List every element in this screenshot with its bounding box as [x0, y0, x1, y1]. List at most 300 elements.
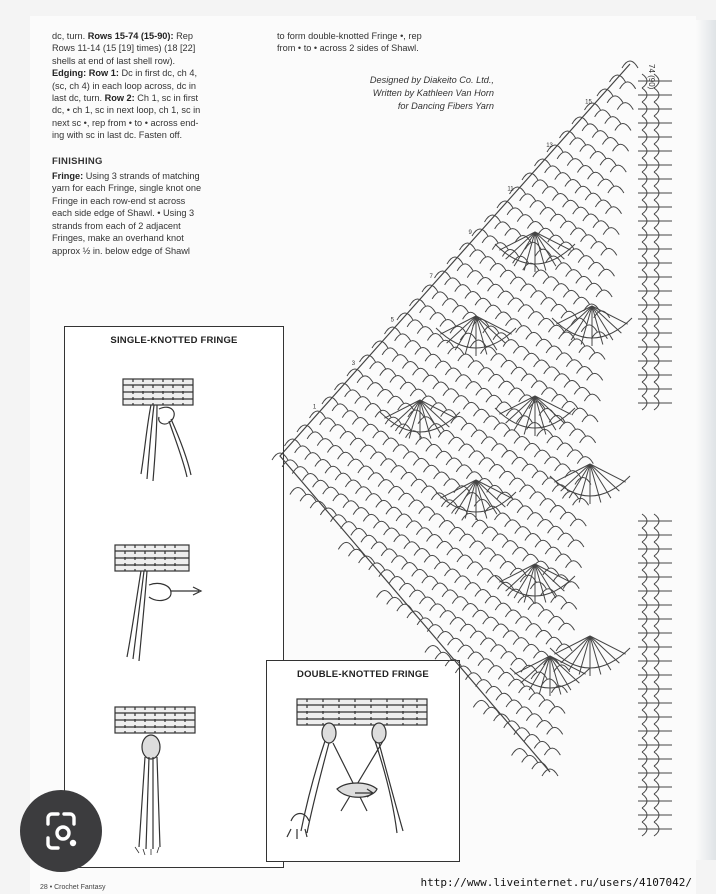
chain-loop-mark: [295, 446, 311, 453]
chain-loop-mark: [563, 582, 579, 589]
source-url[interactable]: http://www.liveinternet.ru/users/4107042/: [420, 876, 692, 889]
chain-loop-mark: [335, 473, 351, 480]
chain-loop-mark: [508, 298, 524, 305]
chain-loop-mark: [538, 610, 554, 617]
chart-row-label: 7: [429, 273, 433, 280]
chain-loop-mark: [580, 145, 596, 152]
chain-loop-mark: [467, 271, 483, 278]
chain-loop-mark: [402, 361, 418, 368]
chart-row-label: 5: [390, 317, 395, 324]
chain-loop-mark: [545, 166, 561, 173]
chain-loop-mark: [423, 465, 439, 472]
chain-loop-mark: [501, 360, 517, 367]
chain-loop-mark: [535, 540, 551, 547]
chain-loop-mark: [505, 610, 521, 617]
chain-loop-mark: [430, 604, 446, 611]
chain-loop-mark: [442, 590, 458, 597]
chain-loop-mark: [476, 388, 492, 395]
chain-loop-mark: [567, 450, 583, 457]
chain-loop-mark: [307, 432, 323, 439]
shell-stitch-mark: [524, 564, 535, 602]
single-knotted-fringe-title: SINGLE-KNOTTED FRINGE: [110, 335, 238, 346]
chain-loop-mark: [546, 637, 562, 644]
chain-loop-mark: [510, 277, 526, 284]
chain-loop-mark: [466, 382, 482, 389]
chart-row-label: 3: [351, 360, 356, 367]
chain-loop-mark: [432, 292, 448, 299]
instructions-line: ing with sc in last dc. Fasten off.: [52, 130, 183, 141]
chain-loop-mark: [615, 123, 631, 130]
chain-loop-mark: [539, 700, 555, 707]
chain-loop-mark: [394, 535, 410, 542]
chain-loop-mark: [542, 769, 558, 776]
chain-loop-mark: [411, 479, 427, 486]
chain-loop-mark: [540, 207, 556, 214]
fringe-instructions-line: Fringes, make an overhand knot: [52, 233, 184, 244]
chain-loop-mark: [429, 514, 445, 521]
instructions-line: dc, turn. Rows 15-74 (15-90): Rep: [52, 31, 193, 41]
chain-loop-mark: [564, 381, 580, 388]
chain-loop-mark: [603, 228, 619, 235]
chain-loop-mark: [456, 375, 472, 382]
chain-loop-mark: [480, 257, 496, 264]
chain-loop-mark: [514, 728, 530, 735]
shell-fan-mark: [510, 656, 590, 696]
chain-loop-mark: [496, 693, 512, 700]
chain-loop-mark: [526, 714, 542, 721]
chain-loop-mark: [405, 341, 421, 348]
chain-loop-mark: [561, 602, 577, 609]
chain-loop-mark: [610, 165, 626, 172]
chain-loop-mark: [568, 540, 584, 547]
magazine-page: [30, 16, 696, 894]
chain-loop-mark: [493, 624, 509, 631]
chain-loop-mark: [373, 521, 389, 528]
chain-loop-mark: [456, 465, 472, 472]
instructions-line: Edging: Row 1: Dc in first dc, ch 4,: [52, 68, 198, 79]
chain-loop-mark: [534, 450, 550, 457]
chain-loop-mark: [517, 215, 533, 222]
chain-loop-mark: [495, 312, 511, 319]
page-edge-shadow: [696, 20, 716, 860]
chain-loop-mark: [340, 431, 356, 438]
chain-loop-mark: [333, 494, 349, 501]
chain-loop-mark: [361, 535, 377, 542]
chain-loop-mark: [389, 577, 405, 584]
chain-loop-mark: [532, 762, 548, 769]
chain-loop-mark: [520, 485, 536, 492]
chain-loop-mark: [410, 389, 426, 396]
chain-loop-mark: [460, 624, 476, 631]
chain-loop-mark: [423, 375, 439, 382]
chain-loop-mark: [509, 478, 525, 485]
chain-loop-mark: [475, 589, 491, 596]
chain-loop-mark: [479, 458, 495, 465]
chain-loop-mark: [413, 368, 429, 375]
chain-loop-mark: [559, 422, 575, 429]
chain-loop-mark: [555, 554, 571, 561]
chain-loop-mark: [419, 507, 435, 514]
shell-stitch-mark: [539, 656, 550, 694]
chain-loop-mark: [577, 367, 593, 374]
chain-loop-mark: [560, 512, 576, 519]
shell-fan-mark: [495, 396, 575, 436]
chain-loop-mark: [393, 445, 409, 452]
chain-loop-mark: [357, 376, 373, 383]
chain-loop-mark: [553, 284, 569, 291]
chain-loop-mark: [586, 283, 602, 290]
chain-loop-mark: [575, 477, 591, 484]
shell-fan-mark: [436, 316, 516, 356]
chain-loop-mark: [537, 721, 553, 728]
chain-loop-mark: [348, 459, 364, 466]
chain-loop-mark: [607, 96, 623, 103]
shell-stitch-mark: [535, 232, 546, 270]
continued-instructions-line: from • to • across 2 sides of Shawl.: [277, 43, 419, 54]
chain-loop-mark: [363, 514, 379, 521]
chain-loop-mark: [462, 513, 478, 520]
chain-loop-mark: [497, 492, 513, 499]
chain-loop-mark: [470, 631, 486, 638]
chain-loop-mark: [504, 430, 520, 437]
chain-loop-mark: [498, 381, 514, 388]
chain-loop-mark: [377, 389, 393, 396]
chain-loop-mark: [365, 403, 381, 410]
chain-loop-mark: [470, 250, 486, 257]
chain-loop-mark: [325, 466, 341, 473]
chain-loop-mark: [430, 313, 446, 320]
credit-writer: Written by Kathleen Van Horn: [372, 88, 494, 98]
chain-loop-mark: [499, 471, 515, 478]
shell-stitch-mark: [535, 396, 546, 434]
chain-loop-mark: [520, 284, 536, 291]
chain-loop-mark: [459, 534, 475, 541]
chain-loop-mark: [596, 290, 612, 297]
chain-loop-mark: [432, 583, 448, 590]
chain-loop-mark: [522, 755, 538, 762]
chain-loop-mark: [376, 500, 392, 507]
chain-loop-mark: [514, 437, 530, 444]
chain-loop-mark: [576, 276, 592, 283]
lens-icon: [20, 790, 102, 872]
chain-loop-mark: [440, 611, 456, 618]
chain-loop-mark: [606, 207, 622, 214]
chain-loop-mark: [469, 451, 485, 458]
chart-row-label: 13: [546, 143, 553, 150]
chain-loop-mark: [500, 270, 516, 277]
chain-loop-mark: [345, 390, 361, 397]
chain-loop-mark: [534, 360, 550, 367]
chain-loop-mark: [495, 222, 511, 229]
chain-loop-mark: [548, 235, 564, 242]
chain-loop-mark: [567, 159, 583, 166]
chain-loop-mark: [302, 473, 318, 480]
chain-loop-mark: [548, 616, 564, 623]
chain-loop-mark: [526, 332, 542, 339]
chain-loop-mark: [520, 194, 536, 201]
continued-instructions-line: to form double-knotted Fringe •, rep: [277, 31, 422, 41]
edging-strip-upper: [638, 74, 672, 410]
chain-loop-mark: [404, 542, 420, 549]
chain-loop-mark: [448, 638, 464, 645]
chain-loop-mark: [424, 555, 440, 562]
chain-loop-mark: [395, 334, 411, 341]
chain-loop-mark: [400, 382, 416, 389]
chain-loop-mark: [434, 472, 450, 479]
chain-loop-mark: [590, 151, 606, 158]
chain-loop-mark: [529, 693, 545, 700]
chain-loop-mark: [390, 375, 406, 382]
chain-loop-mark: [503, 631, 519, 638]
finishing-heading: FINISHING: [52, 155, 103, 167]
chain-loop-mark: [523, 554, 539, 561]
chain-loop-mark: [437, 631, 453, 638]
chain-loop-mark: [588, 262, 604, 269]
chain-loop-mark: [573, 498, 589, 505]
chain-loop-mark: [589, 353, 605, 360]
chain-loop-mark: [447, 548, 463, 555]
chain-loop-mark: [507, 499, 523, 506]
chain-loop-mark: [532, 180, 548, 187]
chain-loop-mark: [438, 340, 454, 347]
instructions-line: (sc, ch 4) in each loop across, dc in: [52, 80, 197, 91]
shell-stitch-mark: [592, 306, 603, 344]
chart-row-label: 9: [468, 230, 472, 237]
chain-loop-mark: [512, 749, 528, 756]
shell-stitch-mark: [579, 636, 590, 674]
chain-loop-mark: [475, 298, 491, 305]
chain-loop-mark: [446, 458, 462, 465]
chain-loop-mark: [536, 630, 552, 637]
shell-stitch-mark: [535, 564, 546, 602]
chain-loop-mark: [462, 603, 478, 610]
chain-loop-mark: [341, 522, 357, 529]
chain-loop-mark: [601, 248, 617, 255]
chain-loop-mark: [498, 672, 514, 679]
chain-loop-mark: [513, 346, 529, 353]
shell-stitch-mark: [590, 464, 601, 502]
chain-loop-mark: [513, 638, 529, 645]
chain-loop-mark: [515, 527, 531, 534]
chain-loop-mark: [581, 235, 597, 242]
chain-loop-mark: [421, 486, 437, 493]
chain-loop-mark: [525, 533, 541, 540]
chain-loop-mark: [445, 368, 461, 375]
chain-loop-mark: [490, 555, 506, 562]
chain-loop-mark: [574, 387, 590, 394]
chain-loop-mark: [478, 368, 494, 375]
chain-loop-mark: [520, 575, 536, 582]
lens-search-button[interactable]: [20, 790, 102, 872]
chain-loop-mark: [338, 542, 354, 549]
credit-designer: Designed by Diakeito Co. Ltd.,: [369, 75, 494, 85]
chain-loop-mark: [473, 409, 489, 416]
chain-loop-mark: [482, 236, 498, 243]
chain-loop-mark: [570, 429, 586, 436]
chain-loop-mark: [566, 561, 582, 568]
chain-loop-mark: [367, 383, 383, 390]
chain-loop-mark: [391, 466, 407, 473]
chain-loop-mark: [546, 346, 562, 353]
chain-loop-mark: [478, 659, 494, 666]
chain-loop-mark: [387, 597, 403, 604]
fringe-instructions-line: Fringe: Using 3 strands of matching: [52, 171, 200, 182]
chain-loop-mark: [455, 576, 471, 583]
chain-loop-mark: [613, 144, 629, 151]
chain-loop-mark: [577, 165, 593, 172]
chain-loop-mark: [457, 555, 473, 562]
chain-loop-mark: [458, 645, 474, 652]
chain-loop-mark: [530, 492, 546, 499]
chain-loop-mark: [471, 430, 487, 437]
chain-loop-mark: [483, 617, 499, 624]
chain-loop-mark: [388, 486, 404, 493]
chain-loop-mark: [530, 582, 546, 589]
chain-loop-mark: [518, 305, 534, 312]
chain-loop-mark: [547, 436, 563, 443]
chain-loop-mark: [505, 229, 521, 236]
chain-loop-mark: [523, 353, 539, 360]
chain-loop-mark: [486, 686, 502, 693]
chain-loop-mark: [507, 208, 523, 215]
chain-loop-mark: [617, 103, 633, 110]
chain-loop-mark: [317, 439, 333, 446]
chain-loop-mark: [465, 583, 481, 590]
chain-loop-mark: [585, 193, 601, 200]
chain-loop-mark: [466, 472, 482, 479]
chain-loop-mark: [435, 361, 451, 368]
chain-loop-mark: [502, 451, 518, 458]
chain-loop-mark: [353, 508, 369, 515]
chain-loop-mark: [489, 465, 505, 472]
chain-loop-mark: [473, 700, 489, 707]
chain-loop-mark: [522, 464, 538, 471]
chain-loop-mark: [570, 519, 586, 526]
instructions-line: shells at end of last shell row).: [52, 55, 176, 66]
chain-loop-mark: [427, 333, 443, 340]
chain-loop-mark: [587, 373, 603, 380]
credit-yarn: for Dancing Fibers Yarn: [397, 101, 494, 111]
chain-loop-mark: [521, 374, 537, 381]
chain-loop-mark: [343, 501, 359, 508]
chain-loop-mark: [571, 318, 587, 325]
shell-stitch-mark: [476, 480, 487, 518]
chain-loop-mark: [573, 297, 589, 304]
chain-loop-mark: [332, 404, 348, 411]
chain-loop-mark: [620, 82, 636, 89]
chain-loop-mark: [399, 583, 415, 590]
chain-loop-mark: [402, 563, 418, 570]
chain-loop-mark: [457, 264, 473, 271]
chain-loop-mark: [363, 424, 379, 431]
chain-loop-mark: [448, 437, 464, 444]
chain-loop-mark: [544, 748, 560, 755]
fringe-instructions-line: strands from each of 2 adjacent: [52, 220, 181, 231]
shell-stitch-mark: [550, 656, 561, 694]
chain-loop-mark: [386, 507, 402, 514]
chain-loop-mark: [381, 459, 397, 466]
chain-loop-mark: [391, 556, 407, 563]
chain-loop-mark: [566, 270, 582, 277]
chain-loop-mark: [584, 394, 600, 401]
chain-loop-mark: [413, 458, 429, 465]
chain-loop-mark: [543, 277, 559, 284]
shell-stitch-mark: [590, 636, 601, 674]
chain-loop-mark: [320, 418, 336, 425]
chain-loop-mark: [536, 339, 552, 346]
shell-stitch-mark: [465, 480, 476, 518]
chain-loop-mark: [371, 542, 387, 549]
chain-loop-mark: [557, 443, 573, 450]
chain-loop-mark: [441, 410, 457, 417]
chain-loop-mark: [550, 505, 566, 512]
chain-loop-mark: [566, 360, 582, 367]
chain-loop-mark: [472, 520, 488, 527]
chain-loop-mark: [517, 506, 533, 513]
chain-loop-mark: [373, 431, 389, 438]
chain-loop-mark: [556, 644, 572, 651]
chain-loop-mark: [526, 624, 542, 631]
chain-loop-mark: [460, 333, 476, 340]
chain-loop-mark: [290, 487, 306, 494]
chain-loop-mark: [495, 603, 511, 610]
chain-loop-mark: [397, 604, 413, 611]
chain-loop-mark: [509, 388, 525, 395]
chain-loop-mark: [470, 541, 486, 548]
chain-loop-mark: [437, 541, 453, 548]
chain-loop-mark: [555, 464, 571, 471]
chain-loop-mark: [455, 666, 471, 673]
chain-loop-mark: [406, 521, 422, 528]
chain-loop-mark: [541, 298, 557, 305]
chain-loop-mark: [459, 444, 475, 451]
chain-loop-mark: [323, 487, 339, 494]
chain-loop-mark: [398, 493, 414, 500]
chain-loop-mark: [491, 354, 507, 361]
chain-loop-mark: [476, 680, 492, 687]
chain-loop-mark: [516, 707, 532, 714]
chain-loop-mark: [598, 179, 614, 186]
chain-loop-mark: [552, 395, 568, 402]
chain-loop-mark: [528, 312, 544, 319]
chain-loop-mark: [350, 438, 366, 445]
chain-loop-mark: [512, 547, 528, 554]
chain-loop-mark: [327, 445, 343, 452]
shell-fan-mark: [495, 232, 575, 272]
chain-loop-mark: [467, 562, 483, 569]
chain-loop-mark: [351, 528, 367, 535]
chain-loop-mark: [580, 436, 596, 443]
chain-loop-mark: [463, 402, 479, 409]
chain-loop-mark: [477, 569, 493, 576]
chain-loop-mark: [358, 466, 374, 473]
chain-loop-mark: [458, 354, 474, 361]
chain-loop-mark: [582, 415, 598, 422]
chain-loop-mark: [356, 487, 372, 494]
chain-loop-mark: [602, 137, 618, 144]
chain-loop-mark: [545, 457, 561, 464]
chain-loop-mark: [598, 269, 614, 276]
chain-loop-mark: [528, 603, 544, 610]
chain-loop-mark: [491, 645, 507, 652]
chain-loop-mark: [355, 397, 371, 404]
chain-loop-mark: [556, 353, 572, 360]
shell-fan-mark: [550, 464, 630, 504]
instructions-line: dc, • ch 1, sc in next loop, ch 1, sc in: [52, 105, 201, 116]
chain-loop-mark: [530, 201, 546, 208]
shell-fan-mark: [550, 636, 630, 676]
chain-loop-mark: [581, 325, 597, 332]
